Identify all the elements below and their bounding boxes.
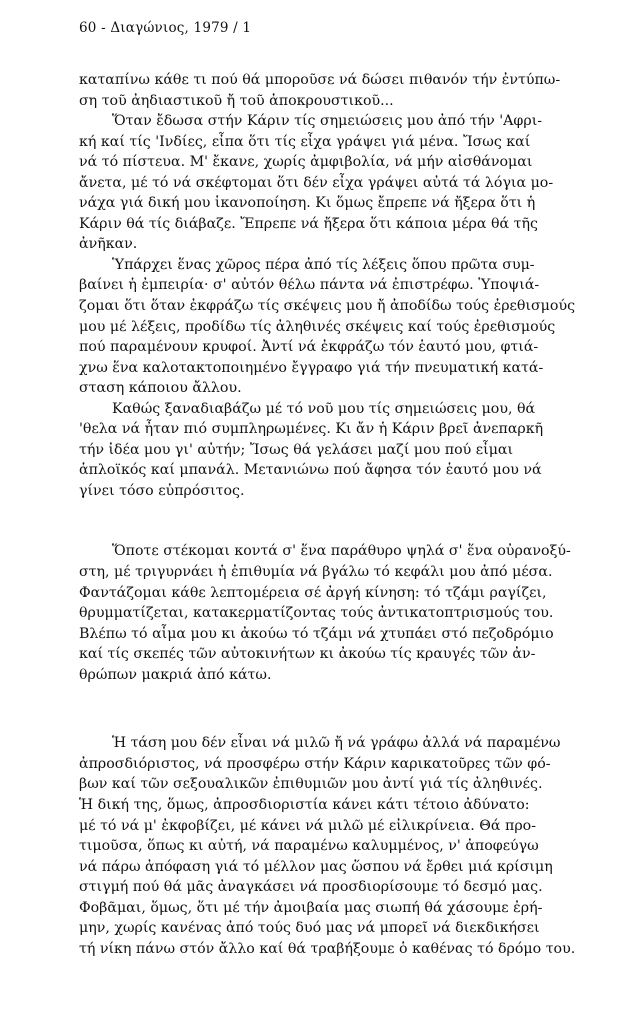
text-line	[79, 255, 616, 276]
text-line	[79, 275, 616, 296]
text-line	[79, 816, 616, 837]
line-text: Φοβᾶμαι, ὅμως, ὅτι μέ τήν ἀμοιβαία μας σιωπή θά χάσουμε ἐρή-	[79, 899, 543, 916]
line-text: 'θελα νά ἦταν πιό συμπληρωμένες. Κι ἄν ἡ Κάριν βρεῖ ἀνεπαρκῆ	[79, 421, 544, 438]
paragraph	[79, 733, 616, 959]
text-line	[79, 234, 616, 255]
text-line	[79, 378, 616, 399]
line-text: ζομαι ὅτι ὅταν ἐκφράζω τίς σκέψεις μου ἤ ἀποδίδω τούς ἐρεθισμούς	[79, 298, 576, 315]
text-line	[79, 214, 616, 235]
text-line	[79, 193, 616, 214]
text-line	[79, 152, 616, 173]
text-line	[79, 754, 616, 775]
line-text: στη, μέ τριγυρνάει ἡ ἐπιθυμία νά βγάλω τό κεφάλι μου ἀπό μέσα.	[79, 564, 553, 581]
line-text: Καθώς ξαναδιαβάζω μέ τό νοῦ μου τίς σημειώσεις μου, θά	[112, 400, 536, 417]
line-text: θρυμματίζεται, κατακερματίζοντας τούς ἀντικατοπτρισμούς του.	[79, 605, 554, 622]
body-text	[79, 70, 616, 959]
line-text: θρώπων μακριά ἀπό κάτω.	[79, 666, 272, 683]
line-text: Κάριν θά τίς διάβαζε. Ἔπρεπε νά ἤξερα ὅτι κάποια μέρα θά τῆς	[79, 215, 538, 232]
text-line	[79, 337, 616, 358]
paragraph	[79, 541, 616, 685]
text-line	[79, 419, 616, 440]
text-line	[79, 399, 616, 420]
line-text: Ὅποτε στέκομαι κοντά σ' ἕνα παράθυρο ψηλά σ' ἕνα οὐρανοξύ-	[112, 543, 571, 560]
text-line	[79, 70, 616, 91]
line-text: ση τοῦ ἀηδιαστικοῦ ἤ τοῦ ἀποκρουστικοῦ...	[79, 92, 394, 109]
line-text: τήν ἰδέα μου γι' αὐτήν; Ἴσως θά γελάσει μαζί μου πού εἶμαι	[79, 441, 514, 458]
line-text: ἀπροσδιόριστος, νά προσφέρω στήν Κάριν καρικατοῦρες τῶν φό-	[79, 755, 551, 772]
line-text: Ἡ τάση μου δέν εἶναι νά μιλῶ ἤ νά γράφω ἀλλά νά παραμένω	[112, 735, 561, 752]
text-line	[79, 774, 616, 795]
line-text: ἁπλοϊκός καί μπανάλ. Μετανιώνω πού ἄφησα τόν ἑαυτό μου νά	[79, 462, 542, 479]
text-line	[79, 624, 616, 645]
text-line	[79, 460, 616, 481]
line-text: κή καί τίς 'Ινδίες, εἶπα ὅτι τίς εἶχα γράψει γιά μένα. Ἴσως καί	[79, 133, 531, 150]
text-line	[79, 358, 616, 379]
line-text: τή νίκη πάνω στόν ἄλλο καί θά τραβήξουμε ὁ καθένας τό δρόμο του.	[79, 940, 576, 957]
text-line	[79, 877, 616, 898]
text-line	[79, 603, 616, 624]
line-text: ἄνετα, μέ τό νά σκέφτομαι ὅτι δέν εἶχα γράψει αὐτά τά λόγια μο-	[79, 174, 554, 191]
line-text: Ὅταν ἔδωσα στήν Κάριν τίς σημειώσεις μου ἀπό τήν 'Αφρι-	[112, 113, 543, 130]
line-text: Ἡ δική της, ὅμως, ἀπροσδιοριστία κάνει κάτι τέτοιο ἀδύνατο:	[79, 796, 530, 813]
text-line	[79, 173, 616, 194]
text-line	[79, 918, 616, 939]
paragraph	[79, 111, 616, 255]
text-line	[79, 939, 616, 960]
line-text: Βλέπω τό αἷμα μου κι ἀκούω τό τζάμι νά χτυπάει στό πεζοδρόμιο	[79, 625, 554, 642]
text-line	[79, 583, 616, 604]
line-text: βαίνει ἡ ἐμπειρία· σ' αὐτόν θέλω πάντα νά ἐπιστρέφω. Ὑποψιά-	[79, 277, 540, 294]
line-text: μέ τό νά μ' ἐκφοβίζει, μέ κάνει νά μιλῶ μέ εἰλικρίνεια. Θά προ-	[79, 817, 536, 834]
line-text: χνω ἕνα καλοτακτοποιημένο ἔγγραφο γιά τήν πνευματική κατά-	[79, 359, 544, 376]
text-line	[79, 541, 616, 562]
line-text: πού παραμένουν κρυφοί. Ἀντί νά ἐκφράζω τόν ἑαυτό μου, φτιά-	[79, 339, 539, 356]
line-text: νάχα γιά δική μου ἱκανοποίηση. Κι ὅμως ἔπρεπε νά ἤξερα ὅτι ἡ	[79, 195, 536, 212]
line-text: σταση κάποιου ἄλλου.	[79, 380, 242, 397]
paragraph	[79, 399, 616, 502]
line-text: Φαντάζομαι κάθε λεπτομέρεια σέ ἀργή κίνηση: τό τζάμι ραγίζει,	[79, 584, 547, 601]
text-line	[79, 898, 616, 919]
text-line	[79, 836, 616, 857]
text-line	[79, 111, 616, 132]
line-text: νά τό πίστευα. Μ' ἔκανε, χωρίς ἀμφιβολία, νά μήν αἰσθάνομαι	[79, 154, 533, 171]
line-text: νά πάρω ἀπόφαση γιά τό μέλλον μας ὥσπου νά ἔρθει μιά κρίσιμη	[79, 858, 553, 875]
text-line	[79, 562, 616, 583]
line-text: καί τίς σκεπές τῶν αὐτοκινήτων κι ἀκούω τίς κραυγές τῶν ἀν-	[79, 646, 536, 663]
line-text: βων καί τῶν σεξουαλικῶν ἐπιθυμιῶν μου ἀντί γιά τίς ἀληθινές.	[79, 776, 543, 793]
text-line	[79, 296, 616, 317]
running-head: 60 - Διαγώνιος, 1979 / 1	[79, 20, 252, 36]
paragraph-gap	[79, 501, 616, 541]
text-line	[79, 665, 616, 686]
text-line	[79, 644, 616, 665]
text-line	[79, 481, 616, 502]
text-line	[79, 857, 616, 878]
paragraph-gap	[79, 685, 616, 733]
line-text: καταπίνω κάθε τι πού θά μποροῦσε νά δώσει πιθανόν τήν ἐντύπω-	[79, 72, 561, 88]
text-line	[79, 317, 616, 338]
line-text: μην, χωρίς κανένας ἀπό τούς δυό μας νά μπορεῖ νά διεκδικήσει	[79, 920, 540, 937]
line-text: τιμοῦσα, ὅπως κι αὐτή, νά παραμένω καλυμμένος, ν' ἀποφεύγω	[79, 838, 539, 855]
line-text: γίνει τόσο εὐπρόσιτος.	[79, 482, 245, 499]
text-line	[79, 795, 616, 816]
paragraph	[79, 255, 616, 399]
text-line	[79, 91, 616, 112]
line-text: ἀνῆκαν.	[79, 236, 138, 253]
line-text: στιγμή πού θά μᾶς ἀναγκάσει νά προσδιορίσουμε τό δεσμό μας.	[79, 879, 543, 896]
line-text: Ὑπάρχει ἕνας χῶρος πέρα ἀπό τίς λέξεις ὅπου πρῶτα συμ-	[112, 256, 535, 273]
line-text: μου μέ λέξεις, προδίδω τίς ἀληθινές σκέψεις καί τούς ἐρεθισμούς	[79, 318, 556, 335]
text-line	[79, 733, 616, 754]
text-line	[79, 440, 616, 461]
text-line	[79, 132, 616, 153]
paragraph	[79, 70, 616, 111]
